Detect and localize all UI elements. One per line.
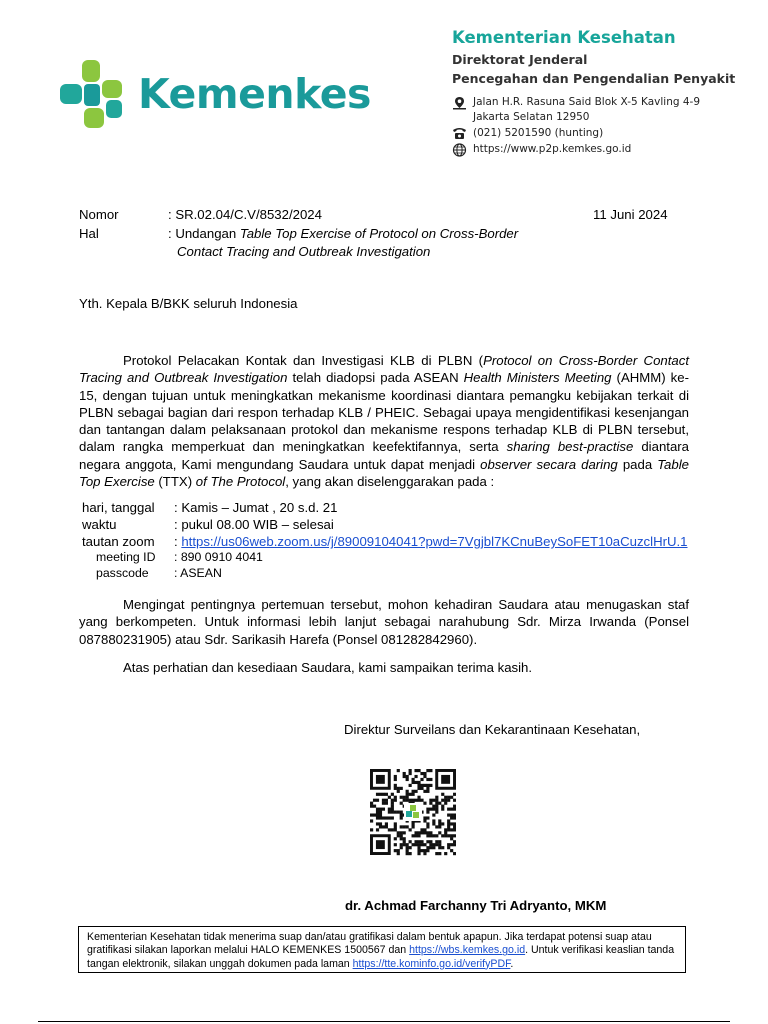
body-paragraph-1: [79, 352, 689, 490]
hal-label: Hal: [79, 226, 99, 241]
paragraph-1-run: (TTX): [154, 474, 196, 490]
time-label: waktu: [82, 517, 117, 532]
body-paragraph-3-text: Atas perhatian dan kesediaan Saudara, kami sampaikan terima kasih.: [123, 660, 533, 675]
signer-title: Direktur Surveilans dan Kekarantinaan Kesehatan,: [344, 722, 641, 737]
subject-line1: [168, 225, 518, 242]
location-pin-icon: [452, 96, 467, 110]
address-line2: Jakarta Selatan 12950: [473, 111, 590, 123]
passcode-label: passcode: [96, 566, 149, 580]
body-paragraph-2: [79, 596, 689, 648]
paragraph-1-run: Protocol on Cross-Border Contact Tracing and Outbreak Investigation: [79, 353, 689, 386]
phone-number: (021) 5201590 (hunting): [473, 127, 604, 139]
body-paragraph-3: [79, 659, 689, 676]
meeting-id-value: : 890 0910 4041: [174, 550, 263, 564]
paragraph-1-run: Health Ministers Meeting: [463, 370, 612, 386]
zoom-colon: :: [174, 534, 182, 549]
paragraph-1-run: , yang akan diselenggarakan pada :: [285, 474, 495, 490]
subject-title-part1: Table Top Exercise of Protocol on Cross-Border: [239, 226, 519, 241]
paragraph-1-run: Table Top Exercise: [79, 456, 689, 490]
subject-title-part2: Contact Tracing and Outbreak Investigation: [177, 244, 431, 259]
paragraph-1-run: telah diadopsi pada ASEAN: [287, 370, 464, 386]
letter-date: 11 Juni 2024: [593, 207, 668, 222]
subject-line2: [177, 243, 430, 260]
day-value: : Kamis – Jumat , 20 s.d. 21: [174, 500, 338, 515]
notice-text-2: . Untuk verifikasi keaslian tanda tangan elektronik, silakan unggah dokumen pada laman: [87, 944, 675, 970]
paragraph-1-run: (AHMM) ke-15, dengan tujuan untuk meningkatkan mekanisme koordinasi diantara pemangku kebijakan terkait di PLBN sebagai bagian dari respon terhadap KLB / PHEIC. Sebagai upaya mengidentifikasi kesenjangan dan tantangan dalam pelaksanaan protokol dan mekanisme respons terhadap KLB di PLBN tersebut, dalam rangka memperkuat dan meningkatkan keefektifannya, serta: [79, 370, 689, 455]
phone-icon: [452, 126, 467, 140]
address-line1: Jalan H.R. Rasuna Said Blok X-5 Kavling 4-9: [473, 96, 701, 108]
zoom-value: [174, 534, 688, 549]
paragraph-1-run: pada: [617, 456, 658, 472]
kemenkes-logo-icon: [58, 58, 138, 132]
ministry-name: Kementerian Kesehatan: [452, 28, 676, 47]
body-paragraph-2-text: Mengingat pentingnya pertemuan tersebut, mohon kehadiran Saudara atau menugaskan staf yang berkompeten. Untuk informasi lebih lanjut sebagai narahubung Sdr. Mirza Irwanda (Ponsel 087880231905) atau Sdr. Sarikasih Harefa (Ponsel 081282842960).: [79, 597, 689, 647]
globe-icon: [452, 143, 467, 157]
passcode-value: : ASEAN: [174, 566, 222, 580]
footer-divider: [38, 1021, 730, 1022]
directorate-line1: Direktorat Jenderal: [452, 52, 588, 67]
notice-text-1: Kementerian Kesehatan tidak menerima suap dan/atau gratifikasi dalam bentuk apapun. Jika terdapat potensi suap atau gratifikasi silakan laporkan melalui HALO KEMENKES 1500567 dan: [87, 931, 652, 957]
logo-wordmark: Kemenkes: [138, 70, 371, 118]
paragraph-1-run: Protokol Pelacakan Kontak dan Investigasi KLB di PLBN (: [123, 353, 484, 368]
subject-prefix: : Undangan: [168, 226, 240, 241]
directorate-line2: Pencegahan dan Pengendalian Penyakit: [452, 71, 736, 86]
recipient: Yth. Kepala B/BKK seluruh Indonesia: [79, 296, 298, 311]
qr-code-signature: [370, 769, 456, 857]
nomor-value: : SR.02.04/C.V/8532/2024: [168, 207, 322, 222]
signer-name: dr. Achmad Farchanny Tri Adryanto, MKM: [345, 898, 607, 913]
website-url[interactable]: https://www.p2p.kemkes.go.id: [473, 143, 632, 155]
meeting-id-label: meeting ID: [96, 550, 156, 564]
verify-pdf-link[interactable]: https://tte.kominfo.go.id/verifyPDF: [352, 957, 511, 970]
zoom-label: tautan zoom: [82, 534, 155, 549]
paragraph-1-run: of The Protocol: [195, 474, 286, 490]
paragraph-1-run: observer secara daring: [480, 456, 618, 472]
paragraph-1-run: diantara negara anggota, Kami mengundang Saudara untuk dapat menjadi: [79, 439, 690, 472]
paragraph-1-run: sharing best-practise: [506, 439, 634, 455]
anti-gratification-notice: [78, 926, 686, 973]
day-label: hari, tanggal: [82, 500, 155, 515]
nomor-label: Nomor: [79, 207, 119, 222]
zoom-link[interactable]: https://us06web.zoom.us/j/89009104041?pwd=7Vgjbl7KCnuBeySoFET10aCuzclHrU.1: [181, 534, 688, 549]
notice-text-3: .: [510, 957, 514, 970]
time-value: : pukul 08.00 WIB – selesai: [174, 517, 334, 532]
wbs-link[interactable]: https://wbs.kemkes.go.id: [409, 944, 526, 957]
